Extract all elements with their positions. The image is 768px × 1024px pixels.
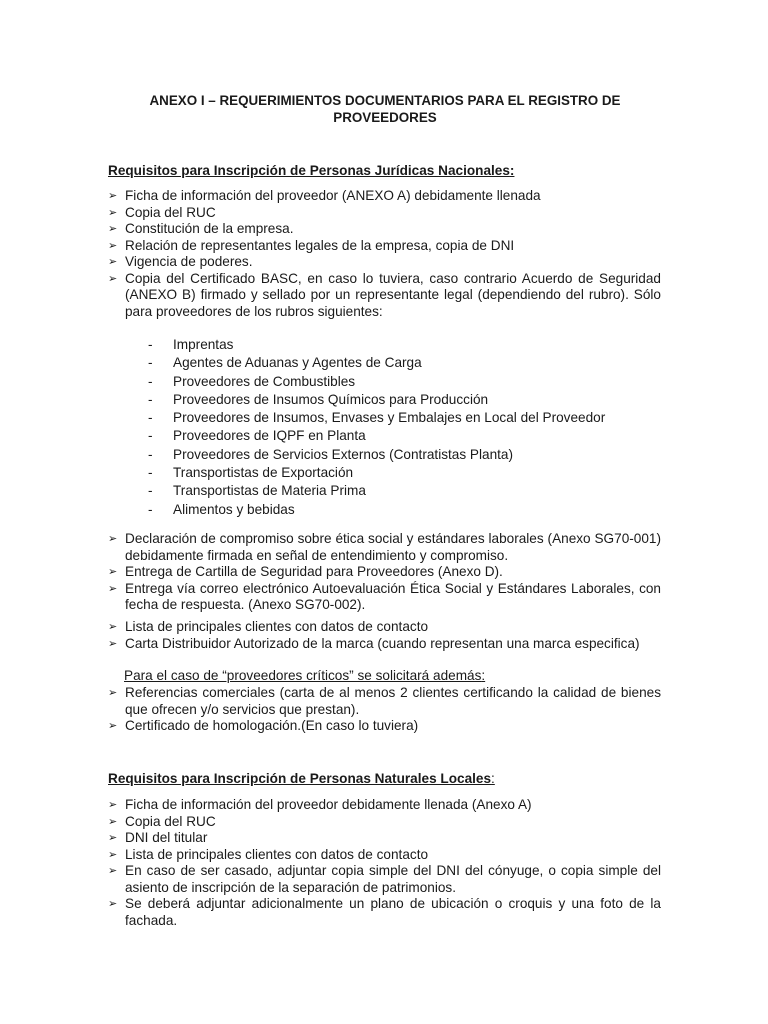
dash-bullet: - bbox=[148, 501, 153, 517]
arrow-bullet-icon: ➢ bbox=[108, 566, 118, 578]
requirements-list-juridicas-3 bbox=[108, 619, 661, 652]
list-item bbox=[108, 564, 661, 581]
rubro-item bbox=[148, 482, 605, 500]
dash-bullet: - bbox=[148, 483, 153, 499]
list-item bbox=[108, 254, 661, 271]
arrow-bullet-icon: ➢ bbox=[108, 799, 118, 811]
arrow-bullet-icon: ➢ bbox=[108, 687, 118, 699]
list-item-text: Constitución de la empresa. bbox=[125, 221, 294, 236]
list-item-text: Entrega de Cartilla de Seguridad para Proveedores (Anexo D). bbox=[125, 564, 503, 579]
list-item-text: Copia del Certificado BASC, en caso lo tuviera, caso contrario Acuerdo de Seguridad (ANEXO B) firmado y sellado por un representante legal (dependiendo del rubro). Sólo para proveedores de los rubros siguientes: bbox=[125, 270, 661, 319]
dash-bullet: - bbox=[148, 337, 153, 352]
dash-bullet: - bbox=[148, 428, 153, 444]
rubro-item bbox=[148, 409, 605, 427]
dash-bullet: - bbox=[148, 355, 153, 371]
list-item-text: En caso de ser casado, adjuntar copia simple del DNI del cónyuge, o copia simple del asiento de inscripción de la separación de patrimonios. bbox=[125, 863, 661, 895]
arrow-bullet-icon: ➢ bbox=[108, 815, 118, 828]
list-item-text: Entrega vía correo electrónico Autoevaluación Ética Social y Estándares Laborales, con fecha de respuesta. (Anexo SG70-002). bbox=[125, 580, 661, 612]
list-item bbox=[108, 830, 661, 847]
rubro-item bbox=[148, 427, 605, 445]
arrow-bullet-icon: ➢ bbox=[108, 533, 118, 545]
arrow-bullet-icon: ➢ bbox=[108, 256, 118, 268]
list-item bbox=[108, 636, 661, 653]
list-item bbox=[108, 718, 661, 735]
list-item bbox=[108, 847, 661, 864]
arrow-bullet-icon: ➢ bbox=[108, 239, 118, 252]
list-item-text: Ficha de información del proveedor debidamente llenada (Anexo A) bbox=[125, 797, 532, 812]
list-item-text: Lista de principales clientes con datos de contacto bbox=[125, 619, 429, 634]
arrow-bullet-icon: ➢ bbox=[108, 190, 118, 202]
arrow-bullet-icon: ➢ bbox=[108, 832, 118, 844]
dash-bullet: - bbox=[148, 410, 153, 426]
rubro-item bbox=[148, 373, 605, 391]
list-item bbox=[108, 619, 661, 636]
arrow-bullet-icon: ➢ bbox=[108, 272, 118, 285]
rubro-text: Proveedores de Insumos Químicos para Producción bbox=[173, 391, 489, 407]
list-item-text: Se deberá adjuntar adicionalmente un plano de ubicación o croquis y una foto de la fachada. bbox=[125, 896, 661, 928]
arrow-bullet-icon: ➢ bbox=[108, 582, 118, 595]
list-item-text: Ficha de información del proveedor (ANEXO A) debidamente llenada bbox=[125, 188, 541, 203]
rubro-text: Proveedores de Insumos, Envases y Embalajes en Local del Proveedor bbox=[173, 410, 606, 426]
list-item-text: DNI del titular bbox=[125, 830, 208, 845]
list-item bbox=[108, 271, 661, 321]
rubro-text: Transportistas de Exportación bbox=[173, 465, 354, 481]
rubro-text: Proveedores de IQPF en Planta bbox=[173, 428, 366, 444]
rubros-list bbox=[148, 336, 605, 519]
criticos-note: Para el caso de “proveedores críticos” se solicitará además: bbox=[124, 668, 486, 683]
rubro-text: Proveedores de Combustibles bbox=[173, 373, 356, 389]
list-item bbox=[108, 814, 661, 831]
arrow-bullet-icon: ➢ bbox=[108, 206, 118, 219]
arrow-bullet-icon: ➢ bbox=[108, 621, 118, 633]
list-item bbox=[108, 238, 661, 255]
rubro-item bbox=[148, 446, 605, 464]
rubro-item bbox=[148, 464, 605, 482]
list-item bbox=[108, 797, 661, 814]
list-item bbox=[108, 221, 661, 238]
requirements-list-juridicas bbox=[108, 188, 661, 320]
list-item-text: Lista de principales clientes con datos de contacto bbox=[125, 846, 429, 862]
list-item-text: Vigencia de poderes. bbox=[125, 254, 253, 269]
list-item bbox=[108, 531, 661, 564]
dash-bullet: - bbox=[148, 391, 153, 407]
list-item bbox=[108, 205, 661, 222]
list-item bbox=[108, 863, 661, 896]
list-item bbox=[108, 896, 661, 929]
arrow-bullet-icon: ➢ bbox=[108, 898, 118, 910]
list-item-text: Certificado de homologación.(En caso lo tuviera) bbox=[125, 718, 419, 733]
rubro-item bbox=[148, 354, 605, 372]
list-item-text: Referencias comerciales (carta de al menos 2 clientes certificando la calidad de bienes que ofrecen y/o servicios que prestan). bbox=[125, 685, 661, 717]
rubro-text: Agentes de Aduanas y Agentes de Carga bbox=[173, 355, 422, 371]
list-item-text: Declaración de compromiso sobre ética social y estándares laborales (Anexo SG70-001) debidamente firmada en señal de entendimiento y compromiso. bbox=[125, 531, 661, 563]
rubro-item bbox=[148, 336, 605, 354]
rubro-item bbox=[148, 501, 605, 519]
arrow-bullet-icon: ➢ bbox=[108, 848, 118, 861]
list-item bbox=[108, 188, 661, 205]
criticos-list bbox=[108, 685, 661, 735]
list-item-text: Carta Distribuidor Autorizado de la marca (cuando representan una marca especifica) bbox=[125, 635, 640, 651]
list-item bbox=[108, 581, 661, 614]
section-heading-juridicas: Requisitos para Inscripción de Personas Jurídicas Nacionales: bbox=[108, 163, 515, 178]
arrow-bullet-icon: ➢ bbox=[108, 865, 118, 877]
arrow-bullet-icon: ➢ bbox=[108, 637, 118, 650]
dash-bullet: - bbox=[148, 465, 153, 481]
requirements-list-naturales bbox=[108, 797, 661, 929]
document-title: ANEXO I – REQUERIMIENTOS DOCUMENTARIOS PARA EL REGISTRO DE PROVEEDORES bbox=[149, 93, 621, 125]
dash-bullet: - bbox=[148, 446, 153, 462]
list-item-text: Copia del RUC bbox=[125, 204, 216, 220]
arrow-bullet-icon: ➢ bbox=[108, 720, 118, 732]
list-item bbox=[108, 685, 661, 718]
rubro-text: Imprentas bbox=[173, 337, 234, 352]
dash-bullet: - bbox=[148, 373, 153, 389]
list-item-text: Relación de representantes legales de la empresa, copia de DNI bbox=[125, 237, 515, 253]
requirements-list-juridicas-2 bbox=[108, 531, 661, 614]
section-heading-naturales: Requisitos para Inscripción de Personas Naturales Locales: bbox=[108, 771, 495, 786]
rubro-text: Transportistas de Materia Prima bbox=[173, 483, 366, 499]
arrow-bullet-icon: ➢ bbox=[108, 223, 118, 235]
rubro-text: Alimentos y bebidas bbox=[173, 501, 295, 517]
rubro-item bbox=[148, 391, 605, 409]
rubro-text: Proveedores de Servicios Externos (Contratistas Planta) bbox=[173, 446, 513, 462]
list-item-text: Copia del RUC bbox=[125, 813, 216, 829]
